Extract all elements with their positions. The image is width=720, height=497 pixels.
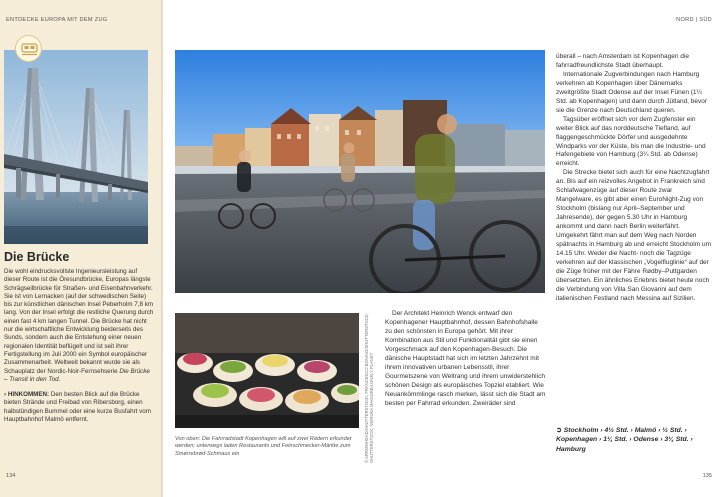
page-number-left: 134: [6, 473, 16, 479]
photo-caption: Von oben: Die Fahrradstadt Kopenhagen will auf zwei Rädern erkundet werden; unterwegs laden Restaurants und Feinschmecker-Märkte zum Smørrebrød-Schmaus ein: [175, 436, 352, 457]
series-title: Die Brücke – Transit in den Tod.: [4, 367, 150, 383]
article-paragraph: Tagsüber eröffnet sich vor dem Zugfenster ein weiter Blick auf das norddeutsche Tiefland, auf flaggengeschmückte Dörfer und ausgedehnte Windparks vor der Küste, bis man die Industrie- und Hafengebiete von Hamburg (3¼ Std. ab Odense) erreicht.: [556, 115, 706, 168]
page-gutter: [161, 0, 163, 497]
sidebar-body-text: Die wohl eindrucksvollste Ingenieursleistung auf dieser Route ist die Öresundbrücke, Europas längste Schrägseilbrücke für Straßen- und Eisenbahnverkehr. Sie ist von Lernacken (auf der schwedischen Seite) bis zur künstlichen dänischen Insel Peberholm 7,8 km lang. Von der Insel erfolgt die restliche Querung durch einen fast 4 km langen Tunnel. Die Brücke hat nicht nur die wirtschaftliche Entwicklung beiderseits des Sunds, sondern auch die Entstehung einer neuen regionalen Identität beflügelt und ist seit ihrer Fertigstellung im Juli 2000 ein Symbol europäischer Zusammenarbeit. Weltweit bekannt wurde sie als Schauplatz der Nordic-Noir-Fernsehserie: [4, 268, 154, 375]
tip-label: › HINKOMMEN:: [4, 391, 50, 399]
running-header-right: NORD | SÜD: [676, 17, 712, 23]
article-paragraph: Die Strecke bietet sich auch für eine Nachtzugfahrt an. Bis auf ein reizvolles Angebot in Frankreich sind Schlafwagenzüge auf dieser Route zwar Mangelware, es gibt aber einen EuroNight-Zug von Stockholm (bislang nur April–September und Jahresende), der gegen 5.30 Uhr in Hamburg ankommt und dann nach Berlin weiterfährt. Umgekehrt fährt man auf dem Weg nach Norden spätnachts in Hamburg ab und erreicht Stockholm um 14.15 Uhr. Weder die Nacht- noch die Tagzüge verkehren auf der klassischen „Vogelfluglinie“ auf der die Züge früher mit der Fähre Rødby–Puttgarden übersetzten. Ein ähnliches Erlebnis bietet heute noch die Verbindung von Villa San Giovanni auf dem italienischen Festland nach Messina auf Sizilien.: [556, 169, 711, 302]
article-column-middle: Der Architekt Heinrich Wenck entwarf den Kopenhagener Hauptbahnhof, dessen Bahnhofshalle zu den schönsten in Europa gehört. Mit ihrer Kombination aus Stil und Funktionalität gibt sie einen Vorgeschmack auf den Kopenhagen-Besuch. Die dänische Hauptstadt hat sich im letzten Jahrzehnt mit ihrem innovativen urbanen Lebensstil, ihrer Gourmetszene von Weltrang und ihrem unwiderstehlich schönen Design als europäisches Topziel etabliert. Wie Neuankömmlinge rasch merken, lässt sich die Stadt am besten per Fahrrad erkunden. Zweiräder sind: [385, 310, 546, 407]
running-header-left: ENTDECKE EUROPA MIT DEM ZUG: [6, 17, 108, 23]
tip-text: Den besten Blick auf die Brücke bieten Strände und Freibad von Ribersborg, einen halbstündigen Bummel oder eine kurze Busfahrt vom Hauptbahnhof Malmö entfernt.: [4, 391, 151, 424]
arrow-circle-icon: ➲: [556, 427, 562, 434]
photo-credit: [364, 313, 380, 463]
article-paragraph: überall – nach Amsterdam ist Kopenhagen die fahrradfreundlichste Stadt überhaupt.: [556, 53, 689, 69]
photo-credit-text: © ARROWHEAD/SHUTTERSTOCK; FRANCESCO BONINO/SHUTTERSTOCK; SHUTTERSTOCK; NKIRUKA MAGUIRE/LONELY PLANET: [364, 313, 375, 463]
sidebar-title: Die Brücke: [4, 250, 70, 264]
page-number-right: 135: [702, 473, 712, 479]
train-icon: [15, 35, 42, 62]
article-column-right: [556, 53, 711, 304]
sidebar-body: [4, 268, 154, 424]
route-summary: [556, 426, 711, 454]
cyclists-photo: [175, 50, 545, 293]
route-summary-text: Stockholm › 4½ Std. › Malmö › ½ Std. › Kopenhagen › 1¼ Std. › Odense › 3¼ Std. › Hamburg: [556, 427, 693, 453]
smorrebrod-photo: [175, 313, 359, 428]
article-paragraph: Internationale Zugverbindungen nach Hamburg verkehren ab Kopenhagen über Dänemarks zweitgrößte Stadt Odense auf der Insel Fünen (1¼ Std. ab Kopenhagen) und dann durch Jütland, bevor sie die Grenze nach Deutschland queren.: [556, 70, 708, 114]
bridge-photo: [4, 50, 148, 244]
